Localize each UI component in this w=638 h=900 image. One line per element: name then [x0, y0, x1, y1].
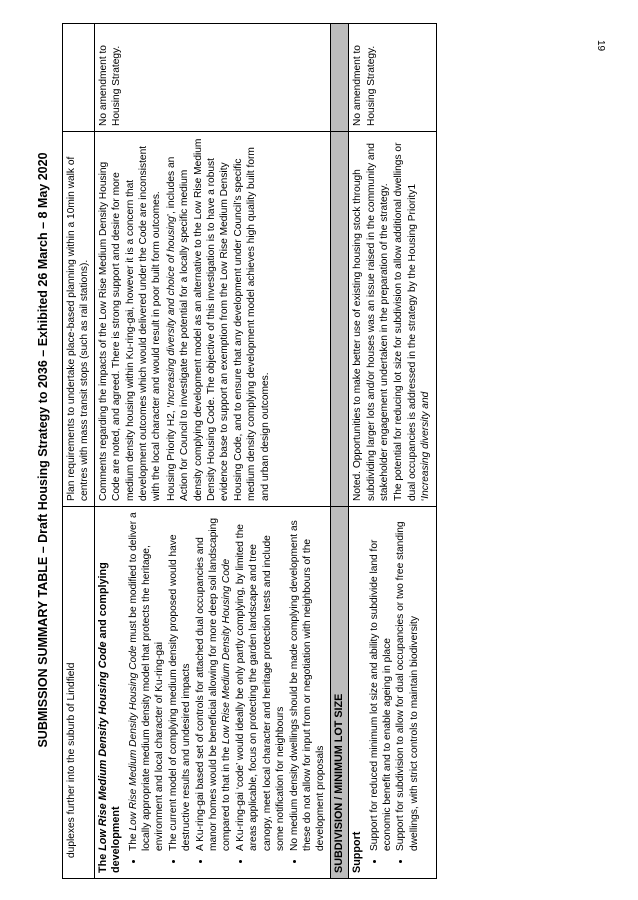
amendment-cell: No amendment to Housing Strategy.	[349, 24, 436, 132]
section-header-row	[330, 24, 348, 879]
amendment-cell: No amendment to Housing Strategy.	[94, 24, 330, 132]
response-cell	[94, 132, 330, 507]
bullet-list	[368, 512, 422, 873]
page-number: 19	[595, 40, 606, 52]
page-title: SUBMISSION SUMMARY TABLE – Draft Housing Strategy to 2036 – Exhibited 26 March – 8 May 2020	[36, 152, 50, 748]
row-heading: The Low Rise Medium Density Housing Code and complying development	[96, 562, 123, 873]
list-item: • No medium density dwellings should be made complying development as these do not allow for input from or negotiation with neighbours of the development proposals	[288, 512, 328, 851]
amendment-cell	[63, 24, 95, 132]
bullet-list	[127, 512, 328, 873]
list-item: • Support for subdivision to allow for dual occupancies or two free standing dwellings, with strict controls to maintain biodiversity	[394, 512, 421, 851]
section-blank-cell	[330, 132, 348, 507]
response-paragraph: The potential for reducing lot size for subdivision to allow additional dwellings or dual occupancies is addressed in the strategy by the Housing Priority1 ‘Increasing diversity and	[393, 142, 432, 501]
section-blank-cell	[330, 24, 348, 132]
submission-table	[62, 23, 437, 879]
response-paragraph: Noted. Opportunities to make better use of existing housing stock through subdividing larger lots and/or houses was an issue raised in the community and stakeholder engagement undertaken in the preparation of the strategy.	[352, 143, 390, 501]
response-cell	[349, 132, 436, 507]
table-row	[349, 24, 436, 879]
response-cell: Plan requirements to undertake place-based planning within a 10min walk of centres with mass transit stops (such as rail stations).	[63, 132, 95, 507]
section-heading: SUBDIVISION / MINIMUM LOT SIZE	[330, 507, 348, 879]
list-item: • Support for reduced minimum lot size and ability to subdivide land for economic benefit and to enable ageing in place	[368, 512, 395, 851]
response-paragraph: Housing Priority H2, ‘Increasing diversity and choice of housing’, includes an Action for Council to investigate the potential for a locally specific medium density complying development model as an alternative to the Low Rise Medium Density Housing Code. The objective of this investigation is to have a robust evidence base to support an exemption from the Low Rise Medium Density Housing Code, and to ensure that any development under Council’s specific medium density complying development model achieves high quality built form and urban design outcomes.	[165, 138, 271, 501]
submission-cell: duplexes further into the suburb of Lindfield	[63, 507, 95, 879]
list-item: • The Low Rise Medium Density Housing Code must be modified to deliver a locally appropriate medium density model that protects the heritage, environment and local character of Ku-ring-gai	[127, 512, 167, 851]
table-row	[63, 24, 95, 879]
list-item: • A Ku-ring-gai based set of controls for attached dual occupancies and manor homes would be beneficial allowing for more deep soil landscaping compared to that in the Low Rise Medium Density Housing Code	[194, 512, 234, 851]
submission-cell	[94, 507, 330, 879]
table-row	[94, 24, 330, 879]
row-heading: Support	[351, 831, 364, 873]
list-item: • The current model of complying medium density proposed would have destructive results and undesired impacts	[167, 512, 194, 851]
response-paragraph: Comments regarding the impacts of the Low Rise Medium Density Housing Code are noted, and agreed. There is strong support and desire for more medium density housing within Ku-ring-gai, however it is a concern that development outcomes which would delivered under the Code are inconsistent with the local character and would result in poor built form outcomes.	[97, 145, 163, 501]
submission-cell	[349, 507, 436, 879]
list-item: • A Ku-ring-gai ‘code’ would ideally be only partly complying, by limited the areas applicable, focus on protecting the garden landscape and tree canopy, meet local character and heritage protection tests and include some notification for neighbours	[234, 512, 288, 851]
